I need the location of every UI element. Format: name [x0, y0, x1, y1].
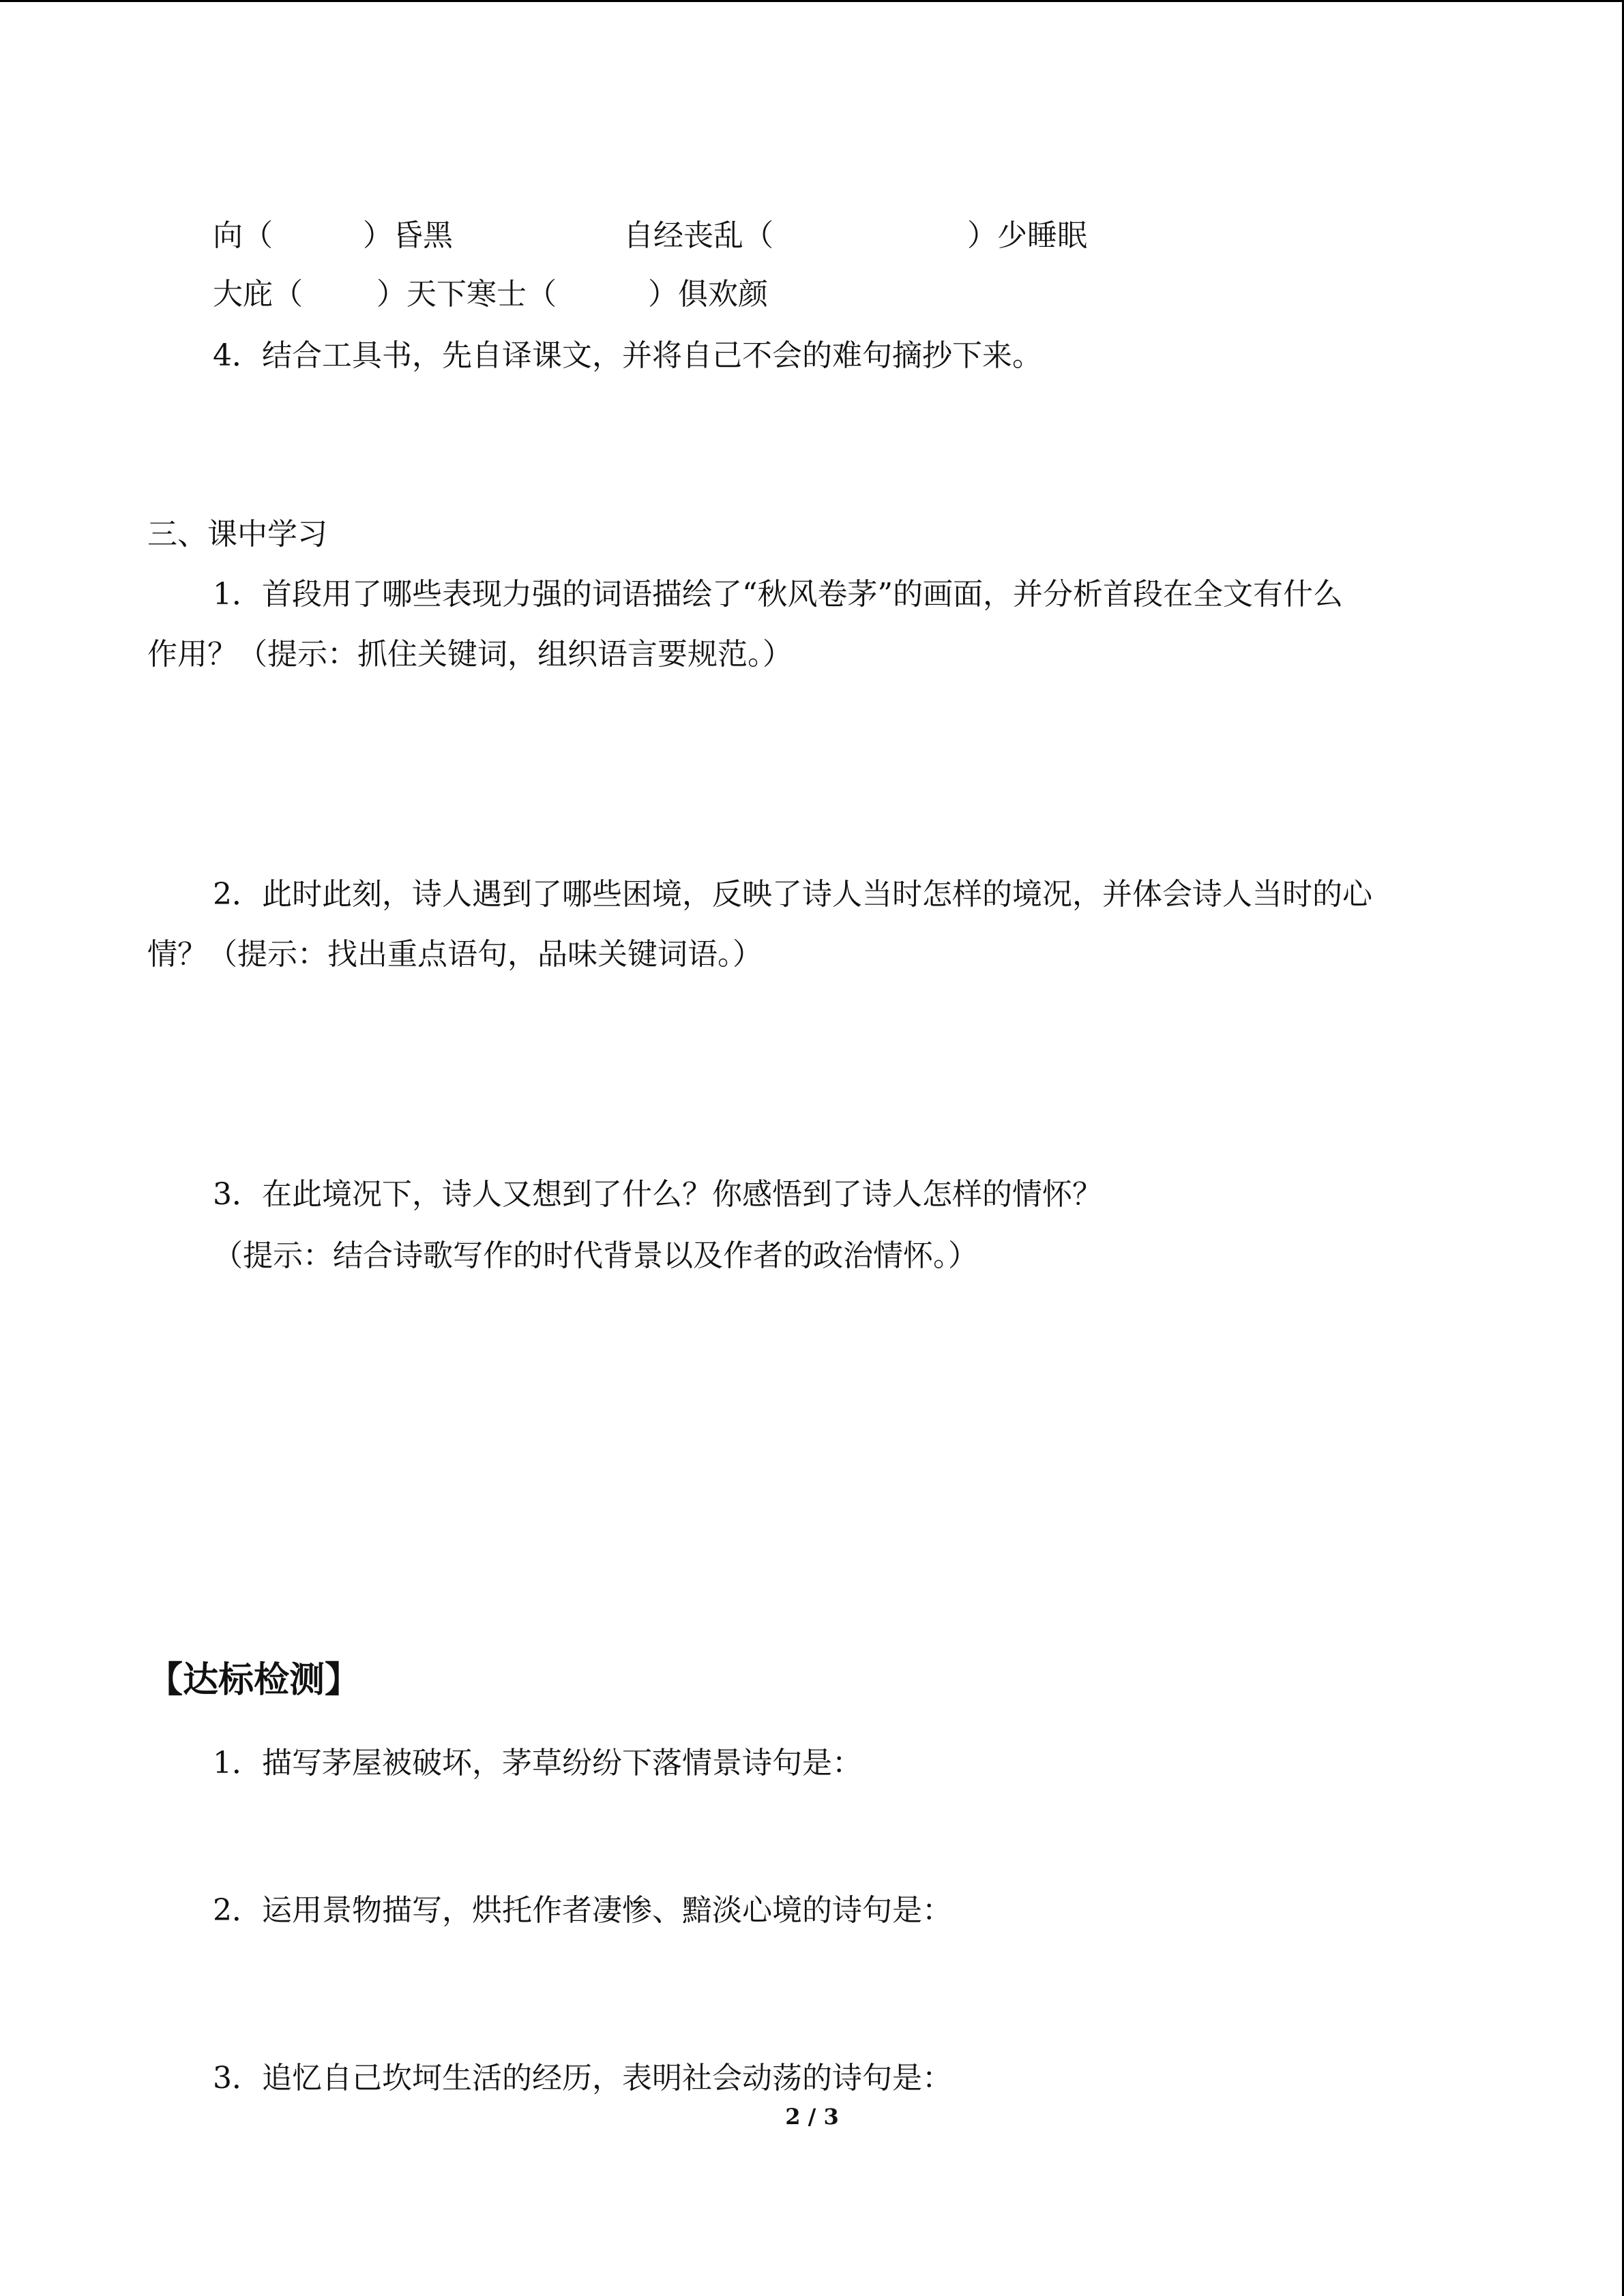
- section-title-in-class: 三、课中学习: [147, 517, 327, 552]
- question-1-line-2: 作用？（提示：抓住关键词，组织语言要规范。）: [147, 637, 793, 672]
- fill-blank-2-left: 自经丧乱（: [623, 218, 773, 253]
- test-question-1: 1．描写茅屋被破坏，茅草纷纷下落情景诗句是：: [213, 1746, 862, 1780]
- fill-blank-2-right: ）少睡眠: [967, 218, 1087, 253]
- fill-blank-3-mid: ）天下寒士（: [377, 277, 557, 312]
- test-question-3: 3．追忆自己坎坷生活的经历，表明社会动荡的诗句是：: [213, 2061, 952, 2096]
- test-question-2: 2．运用景物描写，烘托作者凄惨、黯淡心境的诗句是：: [213, 1893, 952, 1928]
- fill-blank-3-right: ）俱欢颜: [648, 277, 768, 312]
- fill-blank-1-left: 向（: [213, 218, 273, 253]
- question-3-line-1: 3．在此境况下，诗人又想到了什么？你感悟到了诗人怎样的情怀？: [213, 1177, 1102, 1212]
- fill-blank-3-left: 大庇（: [213, 277, 303, 312]
- question-2-line-1: 2．此时此刻，诗人遇到了哪些困境，反映了诗人当时怎样的境况，并体会诗人当时的心: [213, 877, 1372, 912]
- page-number: 2 / 3: [785, 2104, 839, 2130]
- question-2-line-2: 情？（提示：找出重点语句，品味关键词语。）: [147, 937, 763, 972]
- question-3-line-2: （提示：结合诗歌写作的时代背景以及作者的政治情怀。）: [213, 1238, 978, 1273]
- section-title-test: 【达标检测】: [147, 1660, 361, 1701]
- fill-blank-1-right: ）昏黑: [363, 218, 453, 253]
- question-1-line-1: 1．首段用了哪些表现力强的词语描绘了“秋风卷茅”的画面，并分析首段在全文有什么: [213, 577, 1343, 612]
- pre-class-item-4: 4．结合工具书，先自译课文，并将自己不会的难句摘抄下来。: [213, 338, 1042, 373]
